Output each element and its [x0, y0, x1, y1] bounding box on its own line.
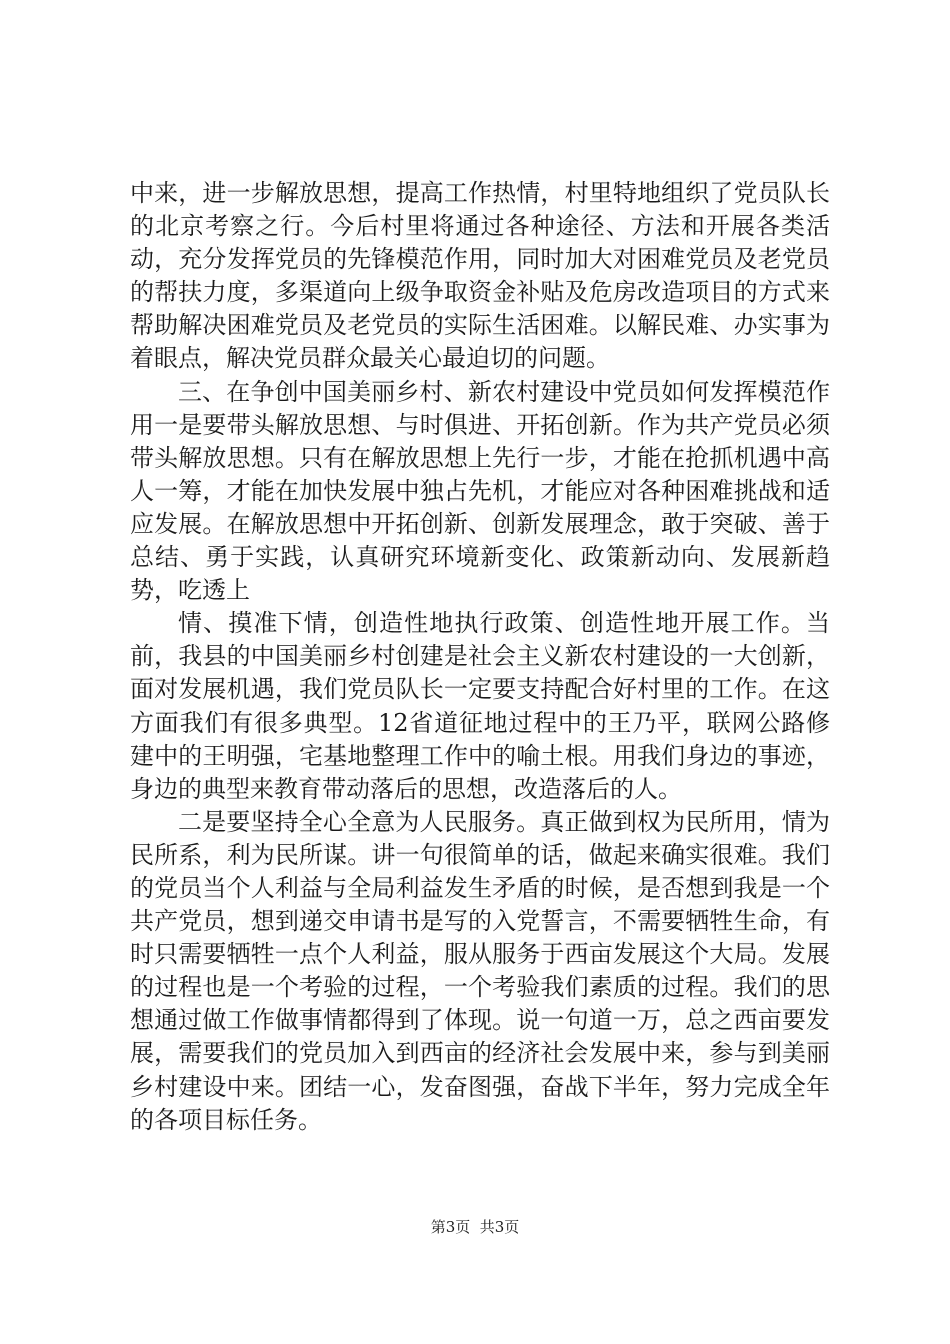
- page-footer: 第3页 共3页: [430, 1218, 520, 1236]
- paragraph-2: 三、在争创中国美丽乡村、新农村建设中党员如何发挥模范作用一是要带头解放思想、与时俱进、开拓创新。作为共产党员必须带头解放思想。只有在解放思想上先行一步，才能在抢抓机遇中高人一筹，才能在加快发展中独占先机，才能应对各种困难挑战和适应发展。在解放思想中开拓创新、创新发展理念，敢于突破、善于总结、勇于实践，认真研究环境新变化、政策新动向、发展新趋势，吃透上: [130, 377, 830, 605]
- paragraph-3: 情、摸准下情，创造性地执行政策、创造性地开展工作。当前，我县的中国美丽乡村创建是社会主义新农村建设的一大创新，面对发展机遇，我们党员队长一定要支持配合好村里的工作。在这方面我们有很多典型。12省道征地过程中的王乃平，联网公路修建中的王明强，宅基地整理工作中的喻土根。用我们身边的事迹，身边的典型来教育带动落后的思想，改造落后的人。: [130, 609, 830, 803]
- paragraph-1: 中来，进一步解放思想，提高工作热情，村里特地组织了党员队长的北京考察之行。今后村里将通过各种途径、方法和开展各类活动，充分发挥党员的先锋模范作用，同时加大对困难党员及老党员的帮扶力度，多渠道向上级争取资金补贴及危房改造项目的方式来帮助解决困难党员及老党员的实际生活困难。以解民难、办实事为着眼点，解决党员群众最关心最迫切的问题。: [130, 179, 830, 373]
- paragraph-4: 二是要坚持全心全意为人民服务。真正做到权为民所用，情为民所系，利为民所谋。讲一句很简单的话，做起来确实很难。我们的党员当个人利益与全局利益发生矛盾的时候，是否想到我是一个共产党员，想到递交申请书是写的入党誓言，不需要牺牲生命，有时只需要牺牲一点个人利益，服从服务于西亩发展这个大局。发展的过程也是一个考验的过程，一个考验我们素质的过程。我们的思想通过做工作做事情都得到了体现。说一句道一万，总之西亩要发展，需要我们的党员加入到西亩的经济社会发展中来，参与到美丽乡村建设中来。团结一心，发奋图强，奋战下半年，努力完成全年的各项目标任务。: [130, 807, 830, 1134]
- document-body: [130, 177, 830, 1137]
